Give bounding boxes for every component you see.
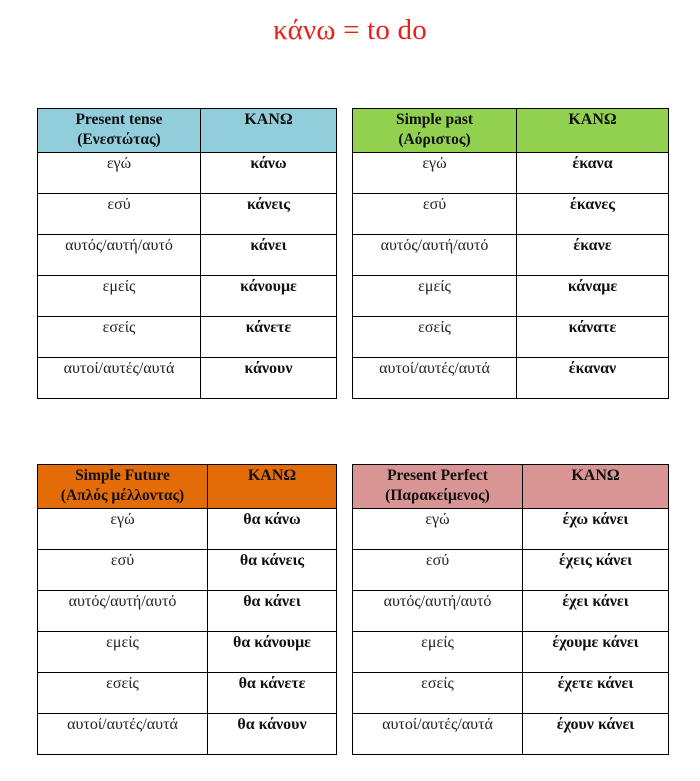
pronoun-cell: εσείς <box>353 317 517 358</box>
pronoun-cell: εγώ <box>38 153 201 194</box>
tense-name-greek: (Απλός μέλλοντας) <box>60 487 185 504</box>
verb-form-cell: κάνω <box>201 153 337 194</box>
verb-form-cell: θα κάνετε <box>208 673 337 714</box>
verb-form-cell: θα κάνουν <box>208 714 337 755</box>
tense-header <box>38 109 201 153</box>
tense-header <box>353 109 517 153</box>
pronoun-cell: εσείς <box>38 317 201 358</box>
present-perfect-table <box>352 464 669 755</box>
pronoun-cell: εσύ <box>353 194 517 235</box>
table-row <box>38 591 337 632</box>
verb-form-cell: έχω κάνει <box>523 509 669 550</box>
verb-form-cell: έκαναν <box>517 358 669 399</box>
pronoun-cell: αυτοί/αυτές/αυτά <box>353 358 517 399</box>
verb-form-cell: έχεις κάνει <box>523 550 669 591</box>
verb-form-cell: κάνουν <box>201 358 337 399</box>
table-row <box>353 153 669 194</box>
simple-future-table <box>37 464 337 755</box>
table-row <box>353 317 669 358</box>
table-row <box>38 194 337 235</box>
verb-header: ΚΑΝΩ <box>523 465 669 509</box>
pronoun-cell: αυτός/αυτή/αυτό <box>353 591 523 632</box>
pronoun-cell: αυτός/αυτή/αυτό <box>38 235 201 276</box>
table-row <box>38 358 337 399</box>
present-tense-table <box>37 108 337 399</box>
tense-name: Simple Future <box>75 467 170 484</box>
pronoun-cell: εγώ <box>38 509 208 550</box>
verb-form-cell: θα κάνουμε <box>208 632 337 673</box>
verb-form-cell: έκανε <box>517 235 669 276</box>
pronoun-cell: εμείς <box>38 632 208 673</box>
pronoun-cell: εσύ <box>38 550 208 591</box>
table-header-row <box>353 109 669 153</box>
verb-form-cell: κάνεις <box>201 194 337 235</box>
tense-name: Simple past <box>395 111 474 128</box>
pronoun-cell: εμείς <box>38 276 201 317</box>
tense-name-greek: (Ενεστώτας) <box>77 131 161 148</box>
verb-form-cell: κάνατε <box>517 317 669 358</box>
pronoun-cell: αυτός/αυτή/αυτό <box>353 235 517 276</box>
table-row <box>353 194 669 235</box>
table-row <box>38 673 337 714</box>
table-row <box>38 317 337 358</box>
verb-form-cell: θα κάνει <box>208 591 337 632</box>
verb-form-cell: έκανες <box>517 194 669 235</box>
pronoun-cell: εσύ <box>38 194 201 235</box>
table-row <box>353 235 669 276</box>
verb-form-cell: έκανα <box>517 153 669 194</box>
pronoun-cell: αυτοί/αυτές/αυτά <box>38 714 208 755</box>
tense-name-greek: (Παρακείμενος) <box>385 487 490 504</box>
table-row <box>38 550 337 591</box>
verb-header: ΚΑΝΩ <box>208 465 337 509</box>
verb-form-cell: θα κάνω <box>208 509 337 550</box>
verb-form-cell: κάνει <box>201 235 337 276</box>
verb-header: ΚΑΝΩ <box>517 109 669 153</box>
pronoun-cell: εγώ <box>353 509 523 550</box>
tense-name: Present Perfect <box>387 467 488 484</box>
table-row <box>353 591 669 632</box>
pronoun-cell: εσείς <box>353 673 523 714</box>
verb-form-cell: κάνετε <box>201 317 337 358</box>
verb-form-cell: θα κάνεις <box>208 550 337 591</box>
verb-form-cell: κάναμε <box>517 276 669 317</box>
table-row <box>353 509 669 550</box>
table-header-row <box>38 109 337 153</box>
table-row <box>353 276 669 317</box>
pronoun-cell: αυτός/αυτή/αυτό <box>38 591 208 632</box>
pronoun-cell: εσείς <box>38 673 208 714</box>
tense-header <box>353 465 523 509</box>
pronoun-cell: εμείς <box>353 632 523 673</box>
table-row <box>38 632 337 673</box>
table-header-row <box>353 465 669 509</box>
table-row <box>353 550 669 591</box>
verb-form-cell: έχουν κάνει <box>523 714 669 755</box>
verb-form-cell: έχουμε κάνει <box>523 632 669 673</box>
tense-name: Present tense <box>75 111 163 128</box>
table-row <box>38 509 337 550</box>
table-row <box>353 714 669 755</box>
table-row <box>38 153 337 194</box>
pronoun-cell: αυτοί/αυτές/αυτά <box>38 358 201 399</box>
tense-name-greek: (Αόριστος) <box>398 131 471 148</box>
table-header-row <box>38 465 337 509</box>
table-row <box>353 632 669 673</box>
pronoun-cell: εγώ <box>353 153 517 194</box>
pronoun-cell: εμείς <box>353 276 517 317</box>
verb-form-cell: έχετε κάνει <box>523 673 669 714</box>
verb-form-cell: έχει κάνει <box>523 591 669 632</box>
tense-header <box>38 465 208 509</box>
verb-header: ΚΑΝΩ <box>201 109 337 153</box>
pronoun-cell: αυτοί/αυτές/αυτά <box>353 714 523 755</box>
table-row <box>38 235 337 276</box>
table-row <box>353 358 669 399</box>
verb-form-cell: κάνουμε <box>201 276 337 317</box>
table-row <box>38 276 337 317</box>
page-title: κάνω = to do <box>273 14 427 46</box>
pronoun-cell: εσύ <box>353 550 523 591</box>
simple-past-table <box>352 108 669 399</box>
table-row <box>353 673 669 714</box>
table-row <box>38 714 337 755</box>
